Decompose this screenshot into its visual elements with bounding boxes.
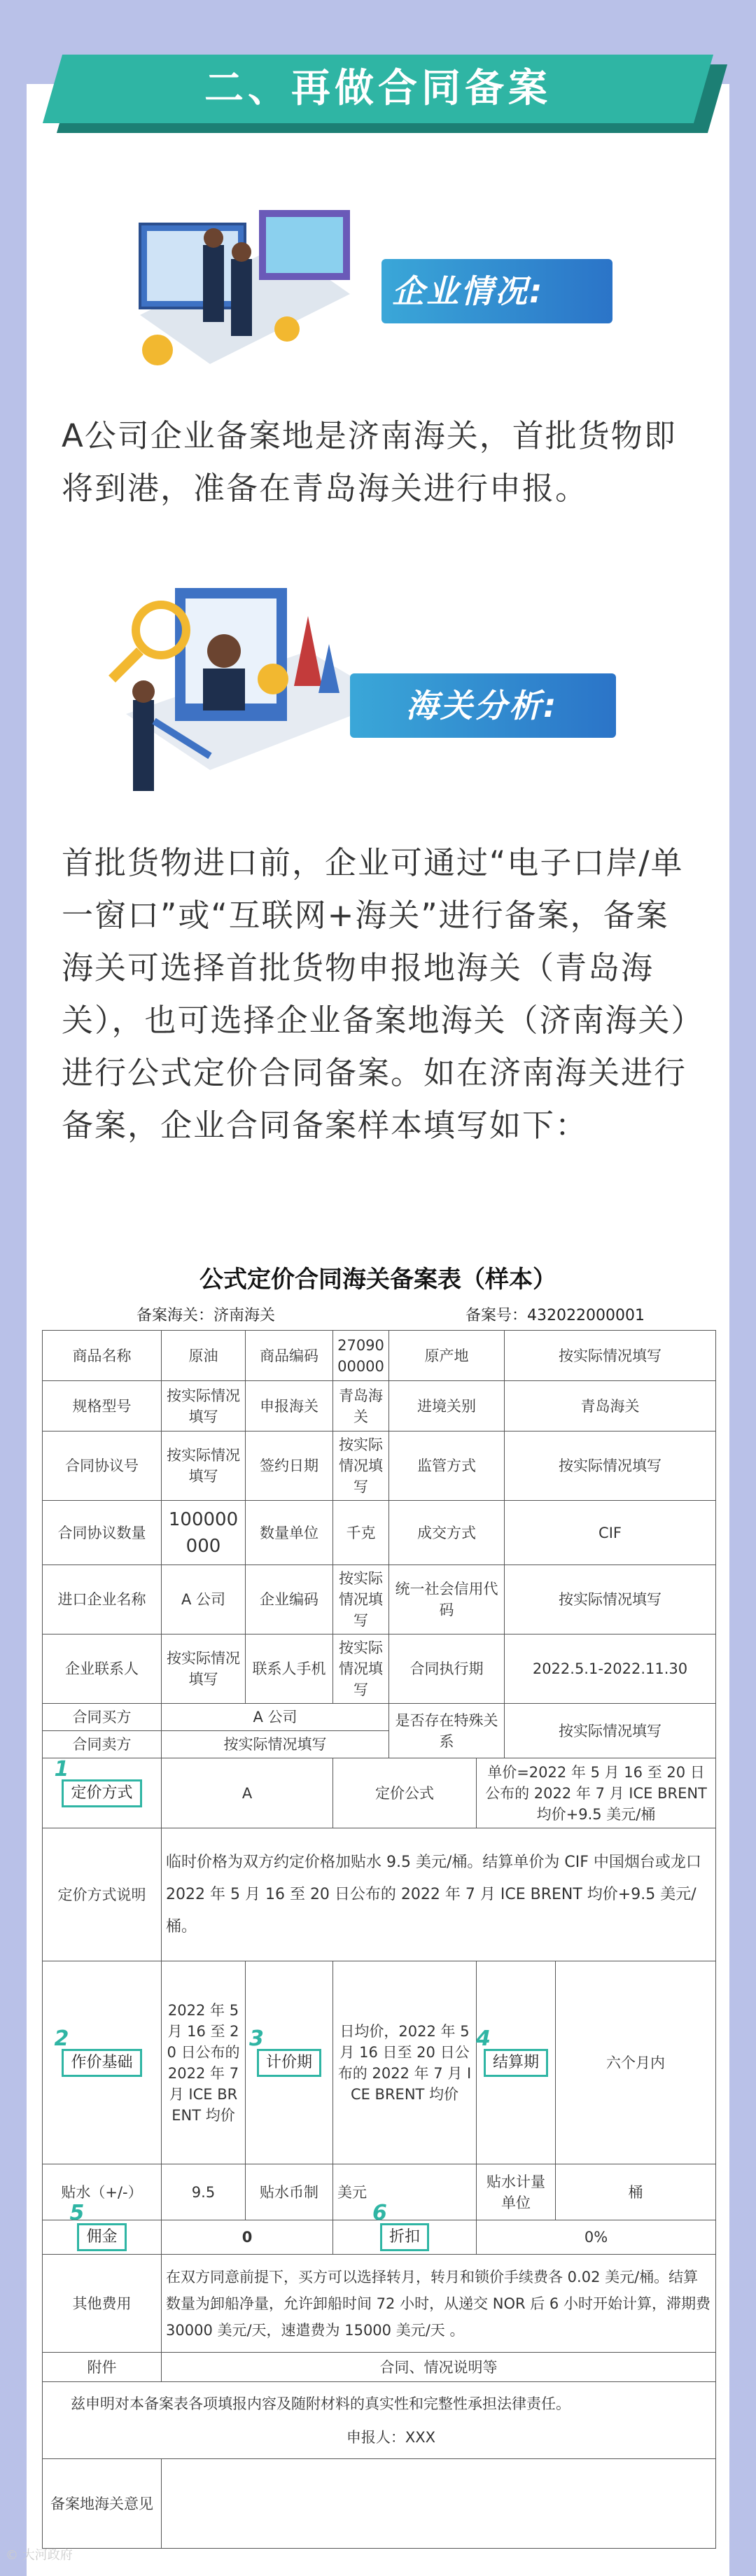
declaration-text: 兹申明对本备案表各项填报内容及随附材料的真实性和完整性承担法律责任。 [71,2395,570,2412]
pricing-period-label: 3 计价期 [257,2049,321,2077]
pricing-method-label: 1 定价方式 [62,1779,141,1807]
cell-label: 贴水币制 [246,2164,333,2220]
section-title: 二、再做合同备案 [204,66,552,111]
cell-value: 按实际情况填写 [333,1432,389,1501]
table-row [43,2353,716,2382]
cell-value: 9.5 [162,2164,246,2220]
table-row [43,2459,716,2549]
cell-value: 千克 [333,1501,389,1565]
table-row [43,1565,716,1634]
table-row [43,1634,716,1704]
cell-label: 合同卖方 [43,1731,162,1758]
cell-label: 是否存在特殊关系 [389,1704,505,1758]
settle-period-label: 4 结算期 [484,2049,548,2077]
table-row [43,2255,716,2353]
table-row [43,1828,716,1961]
record-number: 备案号：432022000001 [465,1307,645,1324]
cell-label: 附件 [43,2353,162,2382]
record-customs: 备案海关：济南海关 [136,1307,276,1324]
cell-label: 企业联系人 [43,1634,162,1704]
cell-value: 0% [477,2220,716,2255]
table-title: 公式定价合同海关备案表（样本） [200,1266,556,1294]
watermark: © 大河政府 [6,2548,73,2563]
cell-value: A [162,1758,333,1828]
cell-value: 按实际情况填写 [505,1331,716,1381]
cell-label: 规格型号 [43,1381,162,1432]
cell-value: 0 [162,2220,333,2255]
cell-value: 2022.5.1-2022.11.30 [505,1634,716,1704]
cell-value: A 公司 [162,1704,389,1731]
pricing-basis-label: 2 作价基础 [62,2049,141,2077]
cell-value: 单价=2022 年 5 月 16 至 20 日公布的 2022 年 7 月 ICE BRENT 均价+9.5 美元/桶 [477,1758,716,1828]
cell-value: 六个月内 [556,1961,716,2164]
cell-value: 按实际情况填写 [505,1704,716,1758]
cell-value: 按实际情况填写 [162,1731,389,1758]
cell-label: 进口企业名称 [43,1565,162,1634]
cell-label: 签约日期 [246,1432,333,1501]
cell-label: 原产地 [389,1331,505,1381]
cell-value: 按实际情况填写 [505,1432,716,1501]
customs-paragraph: 首批货物进口前，企业可通过“电子口岸/单一窗口”或“互联网+海关”进行备案，备案海关可选择首批货物申报地海关（青岛海关），也可选择企业备案地海关（济南海关）进行公式定价合同备案。如在济南海关进行备案，企业合同备案样本填写如下： [62,844,689,1144]
table-row [43,1331,716,1381]
table-row [43,1381,716,1432]
cell-value: 按实际情况填写 [505,1565,716,1634]
cell-value: A 公司 [162,1565,246,1634]
tag-company-label: 企业情况: [392,272,545,310]
cell-label: 联系人手机 [246,1634,333,1704]
cell-value: 日均价，2022 年 5 月 16 日至 20 日公布的 2022 年 7 月 ICE BRENT 均价 [333,1961,477,2164]
cell-label: 合同执行期 [389,1634,505,1704]
table-row [43,1501,716,1565]
cell-value: 青岛海关 [333,1381,389,1432]
cell-value: 按实际情况填写 [162,1381,246,1432]
table-row [43,1704,716,1731]
table-row [43,2220,716,2255]
cell-value: 按实际情况填写 [333,1565,389,1634]
business-illustration [126,203,357,371]
table-row [43,1758,716,1828]
cell-value: 桶 [556,2164,716,2220]
cell-label: 监管方式 [389,1432,505,1501]
cell-value: 按实际情况填写 [162,1432,246,1501]
cell-value: 100000000 [162,1501,246,1565]
cell-value: 在双方同意前提下，买方可以选择转月，转月和锁价手续费各 0.02 美元/桶。结算数量为卸船净量，允许卸船时间 72 小时，从递交 NOR 后 6 小时开始计算，滞期费 30000 美元/天，速遣费为 15000 美元/天 。 [162,2255,716,2353]
commission-label: 5 佣金 [77,2223,126,2251]
cell-label: 合同协议号 [43,1432,162,1501]
table-row [43,1961,716,2164]
cell-value: 原油 [162,1331,246,1381]
cell-label: 合同协议数量 [43,1501,162,1565]
cell-label: 进境关别 [389,1381,505,1432]
cell-label: 商品编码 [246,1331,333,1381]
cell-label: 企业编码 [246,1565,333,1634]
tag-customs-label: 海关分析: [406,687,559,724]
cell-value: 临时价格为双方约定价格加贴水 9.5 美元/桶。结算单价为 CIF 中国烟台或龙口 2022 年 5 月 16 至 20 日公布的 2022 年 7 月 ICE BRENT 均价+9.5 美元/桶。 [162,1828,716,1961]
cell-label: 数量单位 [246,1501,333,1565]
cell-value: 青岛海关 [505,1381,716,1432]
table-row [43,1432,716,1501]
cell-label: 商品名称 [43,1331,162,1381]
cell-label: 贴水计量单位 [477,2164,556,2220]
cell-value: CIF [505,1501,716,1565]
cell-label: 定价方式说明 [43,1828,162,1961]
opinion-cell [162,2459,716,2549]
cell-label: 备案地海关意见 [43,2459,162,2549]
company-paragraph: A公司企业备案地是济南海关，首批货物即将到港，准备在青岛海关进行申报。 [62,417,677,507]
applicant: 申报人：XXX [346,2428,436,2446]
discount-label: 6 折扣 [380,2223,429,2251]
record-table [42,1330,716,2549]
cell-label: 合同买方 [43,1704,162,1731]
cell-value: 2022 年 5 月 16 至 20 日公布的 2022 年 7 月 ICE BRENT 均价 [162,1961,246,2164]
cell-label: 成交方式 [389,1501,505,1565]
cell-label: 贴水（+/-） [43,2164,162,2220]
cell-label: 定价公式 [333,1758,477,1828]
cell-value: 按实际情况填写 [333,1634,389,1704]
cell-value: 2709000000 [333,1331,389,1381]
cell-label: 申报海关 [246,1381,333,1432]
cell-value: 按实际情况填写 [162,1634,246,1704]
cell-value: 美元 [333,2164,477,2220]
cell-value: 合同、情况说明等 [162,2353,716,2382]
table-row [43,2382,716,2459]
cell-label: 统一社会信用代码 [389,1565,505,1634]
cell-label: 其他费用 [43,2255,162,2353]
